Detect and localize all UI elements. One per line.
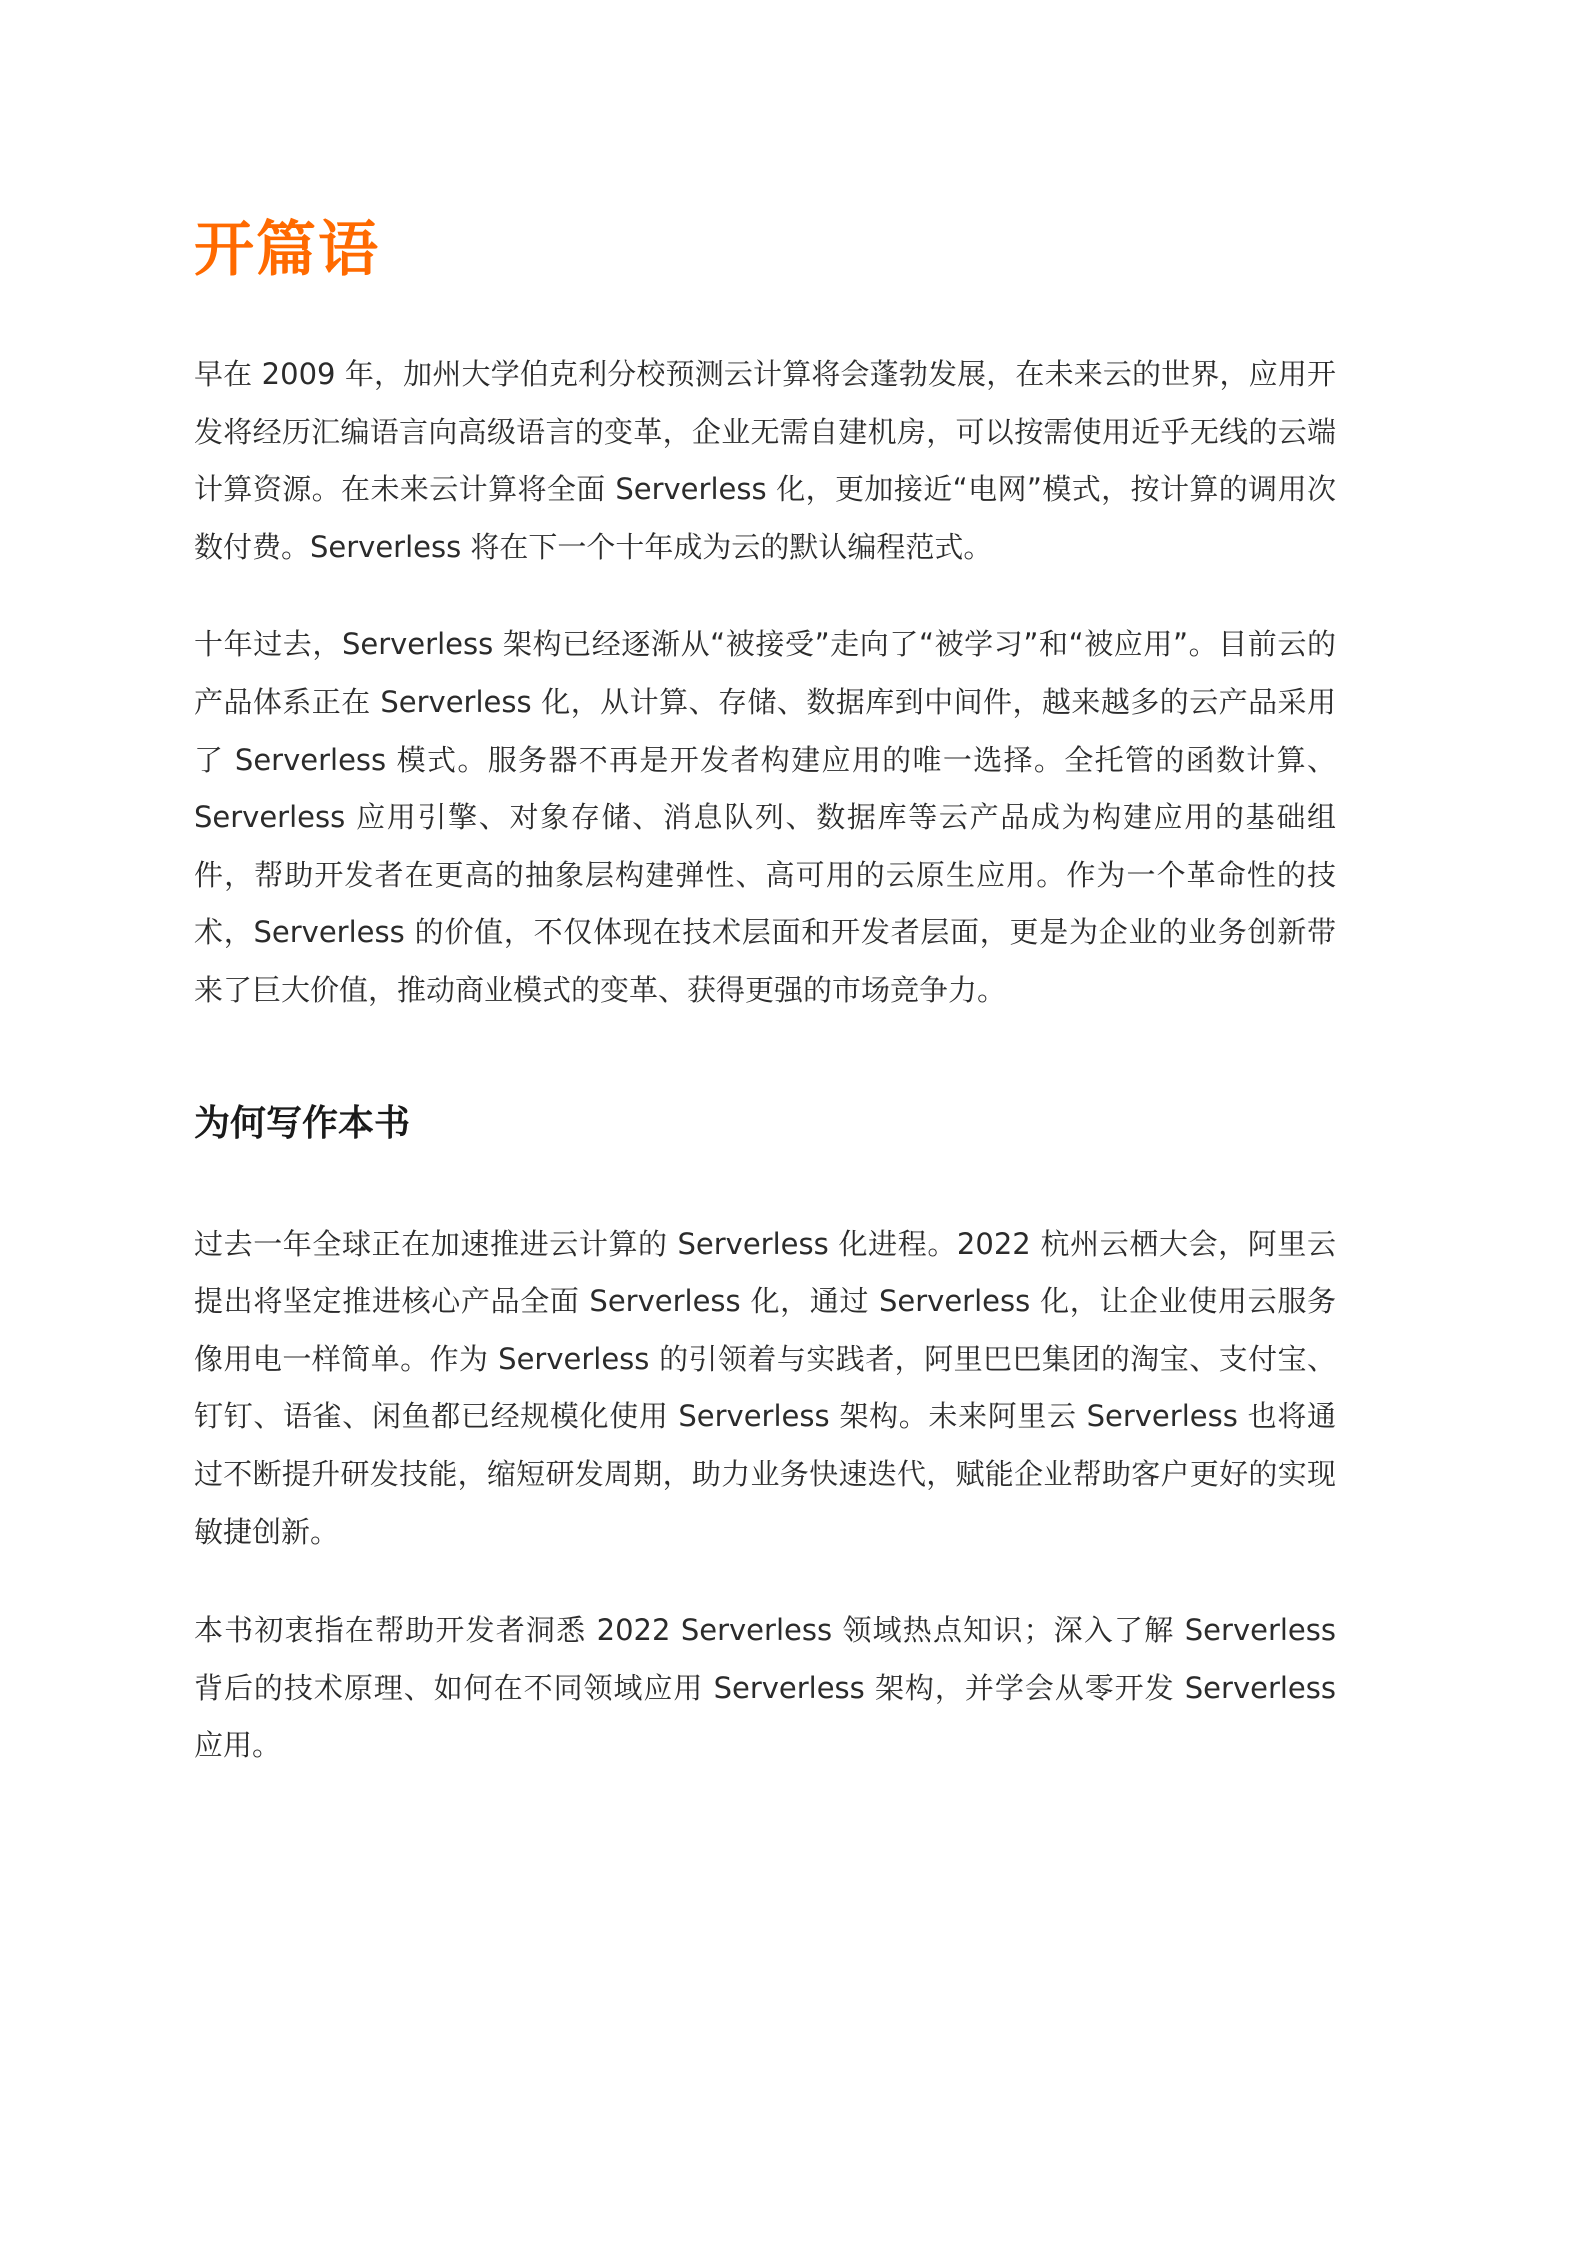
intro-paragraph-2: 十年过去，Serverless 架构已经逐渐从“被接受”走向了“被学习”和“被应用”。目前云的产品体系正在 Serverless 化，从计算、存储、数据库到中间件，越来越多的云产品采用了 Serverless 模式。服务器不再是开发者构建应用的唯一选择。全托管的函数计算、Serverless 应用引擎、对象存储、消息队列、数据库等云产品成为构建应用的基础组件，帮助开发者在更高的抽象层构建弹性、高可用的云原生应用。作为一个革命性的技术，Serverless 的价值，不仅体现在技术层面和开发者层面，更是为企业的业务创新带来了巨大价值，推动商业模式的变革、获得更强的市场竞争力。 bbox=[194, 627, 1336, 1007]
page-content bbox=[194, 210, 1336, 1775]
page-title: 开篇语 bbox=[194, 215, 380, 285]
section-paragraph-2: 本书初衷指在帮助开发者洞悉 2022 Serverless 领域热点知识；深入了解 Serverless 背后的技术原理、如何在不同领域应用 Serverless 架构，并学会从零开发 Serverless 应用。 bbox=[194, 1613, 1336, 1763]
section-heading: 为何写作本书 bbox=[194, 1102, 411, 1144]
section-paragraph-1: 过去一年全球正在加速推进云计算的 Serverless 化进程。2022 杭州云栖大会，阿里云提出将坚定推进核心产品全面 Serverless 化，通过 Serverless 化，让企业使用云服务像用电一样简单。作为 Serverless 的引领着与实践者，阿里巴巴集团的淘宝、支付宝、钉钉、语雀、闲鱼都已经规模化使用 Serverless 架构。未来阿里云 Serverless 也将通过不断提升研发技能，缩短研发周期，助力业务快速迭代，赋能企业帮助客户更好的实现敏捷创新。 bbox=[194, 1226, 1336, 1549]
intro-paragraph-1: 早在 2009 年，加州大学伯克利分校预测云计算将会蓬勃发展，在未来云的世界，应用开发将经历汇编语言向高级语言的变革，企业无需自建机房，可以按需使用近乎无线的云端计算资源。在未来云计算将全面 Serverless 化，更加接近“电网”模式，按计算的调用次数付费。Serverless 将在下一个十年成为云的默认编程范式。 bbox=[194, 357, 1336, 564]
